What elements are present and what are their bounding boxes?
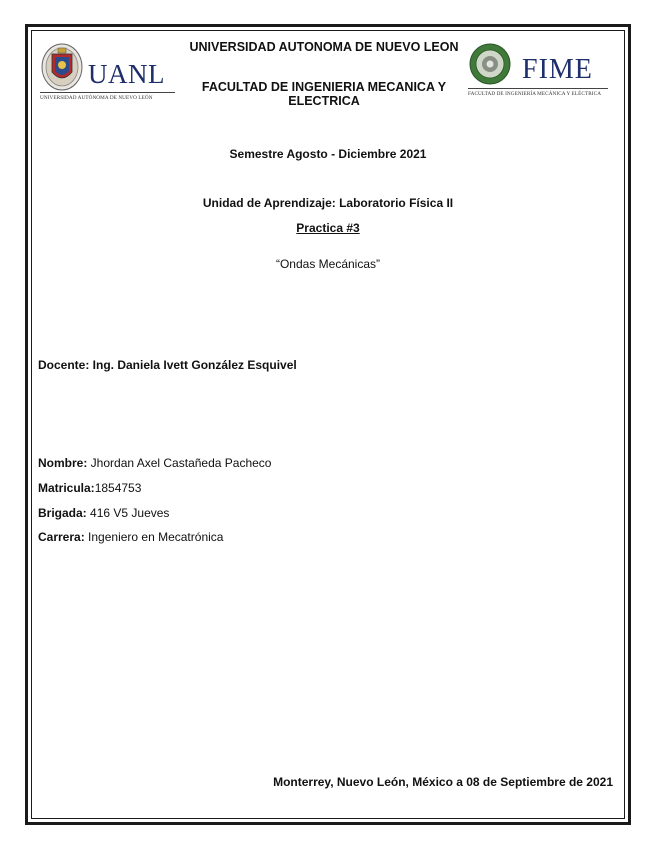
uanl-wordmark: UANL: [88, 59, 165, 89]
university-name: UNIVERSIDAD AUTONOMA DE NUEVO LEON: [189, 40, 459, 54]
career-label: Carrera:: [38, 530, 85, 544]
fime-rule: [468, 88, 608, 89]
teacher-line: Docente: Ing. Daniela Ivett González Esquivel: [38, 358, 297, 372]
uanl-caption: UNIVERSIDAD AUTÓNOMA DE NUEVO LEÓN: [40, 95, 153, 101]
semester-line: Semestre Agosto - Diciembre 2021: [229, 147, 427, 161]
place-date-line: Monterrey, Nuevo León, México a 08 de Septiembre de 2021: [273, 775, 613, 789]
id-value: 1854753: [94, 481, 142, 495]
uanl-shield-icon: [40, 42, 84, 92]
uanl-logo: [40, 42, 180, 101]
fime-wordmark: FIME: [522, 54, 593, 85]
practice-title: Practica #3: [296, 221, 360, 235]
unit-line: Unidad de Aprendizaje: Laboratorio Física II: [202, 196, 454, 210]
name-field: [38, 456, 271, 470]
career-field: [38, 530, 223, 544]
fime-seal-icon: [468, 40, 512, 88]
name-value: Jhordan Axel Castañeda Pacheco: [87, 456, 272, 470]
faculty-name: FACULTAD DE INGENIERIA MECANICA Y ELECTRICA: [201, 80, 447, 108]
id-field: [38, 481, 141, 495]
fime-logo: [468, 40, 608, 97]
group-value: 416 V5 Jueves: [86, 506, 170, 520]
topic-line: “Ondas Mecánicas”: [275, 257, 381, 271]
practice-line: [33, 221, 623, 235]
group-label: Brigada:: [38, 506, 87, 520]
uanl-rule: [40, 92, 175, 93]
career-value: Ingeniero en Mecatrónica: [84, 530, 224, 544]
fime-caption: FACULTAD DE INGENIERÍA MECÁNICA Y ELÉCTRICA: [468, 91, 602, 97]
group-field: [38, 506, 169, 520]
id-label: Matricula:: [38, 481, 95, 495]
name-label: Nombre:: [38, 456, 88, 470]
